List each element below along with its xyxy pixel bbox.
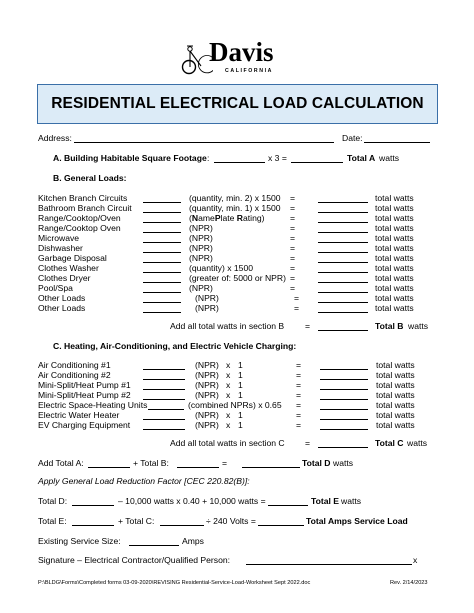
b-row-unit: total watts [375,273,414,283]
c-row-eq: = [296,390,302,400]
b-row-qty-field[interactable] [143,233,181,243]
b-row-note: (NPR) [189,253,213,263]
section-b-sum-label: Add all total watts in section B [170,321,285,331]
date-field[interactable] [364,133,430,143]
b-row-unit: total watts [375,203,414,213]
b-row-unit: total watts [375,223,414,233]
c-row-unit: total watts [376,400,415,410]
c-row-note: (NPR) [195,370,219,380]
c-row-x: x [226,360,231,370]
b-row-name: Other Loads [38,293,86,303]
c-row-q: 1 [238,370,243,380]
c-row-x: x [226,410,231,420]
c-row-note: (combined NPRs) x 0.65 [188,400,282,410]
b-row-qty-field[interactable] [143,193,181,203]
date-label: Date: [342,133,363,143]
logo-sub: CALIFORNIA [225,68,273,74]
c-row-x: x [226,420,231,430]
b-row-watts-field[interactable] [318,263,368,273]
b-row-eq: = [290,283,296,293]
c-row-eq: = [296,410,302,420]
c-row-name: EV Charging Equipment [38,420,131,430]
section-a-mult: x 3 = [268,153,287,163]
total-e-d-label: Total D: [38,496,68,506]
page-title: RESIDENTIAL ELECTRICAL LOAD CALCULATION [51,95,424,112]
b-row-name: Range/Cooktop/Oven [38,213,121,223]
total-b-field[interactable] [318,321,368,331]
b-row-watts-field[interactable] [318,253,368,263]
b-row-name: Other Loads [38,303,86,313]
address-label: Address: [38,133,72,143]
section-c-header: C. Heating, Air-Conditioning, and Electric Vehicle Charging: [53,341,297,351]
total-c-label: Total C [375,438,404,448]
total-d-label: Total D [302,458,331,468]
c-row-watts-field[interactable] [320,400,368,410]
city-logo [181,38,291,78]
b-row-eq: = [290,253,296,263]
b-row-eq: = [290,263,296,273]
b-row-qty-field[interactable] [143,273,181,283]
b-row-unit: total watts [375,263,414,273]
reduction-factor-note: Apply General Load Reduction Factor [CEC 220.82(B)]: [38,476,250,486]
c-row-watts-field[interactable] [320,380,368,390]
c-row-watts-field[interactable] [320,410,368,420]
c-row-unit: total watts [376,420,415,430]
b-row-watts-field[interactable] [318,243,368,253]
c-row-x: x [226,380,231,390]
c-row-eq: = [296,420,302,430]
c-row-name: Mini-Split/Heat Pump #1 [38,380,131,390]
c-row-q: 1 [238,390,243,400]
c-row-watts-field[interactable] [320,420,368,430]
signature-field[interactable] [246,555,412,565]
amps-e-label: Total E: [38,516,67,526]
c-row-watts-field[interactable] [320,390,368,400]
b-row-unit: total watts [375,193,414,203]
amps-plus: + Total C: [118,516,155,526]
b-row-unit: total watts [375,243,414,253]
b-row-watts-field[interactable] [318,293,368,303]
b-row-watts-field[interactable] [318,193,368,203]
b-row-unit: total watts [375,283,414,293]
total-b-label: Total B [375,321,404,331]
b-row-name: Dishwasher [38,243,83,253]
b-row-unit: total watts [375,233,414,243]
c-row-qty-field[interactable] [143,370,185,380]
section-b-header: B. General Loads: [53,173,127,183]
c-row-q: 1 [238,410,243,420]
total-e-label: Total E [311,496,340,506]
section-c-sum-eq: = [305,438,311,448]
c-row-eq: = [296,370,302,380]
c-row-watts-field[interactable] [320,370,368,380]
c-row-eq: = [296,360,302,370]
signature-label: Signature – Electrical Contractor/Qualified Person: [38,555,231,565]
total-c-unit: watts [407,438,428,448]
b-row-note: (NPR) [189,233,213,243]
b-row-eq: = [290,213,296,223]
b-row-unit: total watts [375,253,414,263]
b-row-name: Clothes Dryer [38,273,91,283]
c-row-name: Air Conditioning #2 [38,370,111,380]
c-row-q: 1 [238,420,243,430]
total-d-a-label: Add Total A: [38,458,84,468]
c-row-qty-field[interactable] [148,400,184,410]
b-row-eq: = [290,223,296,233]
b-row-name: Garbage Disposal [38,253,107,263]
c-row-x: x [226,370,231,380]
b-row-note: (NPR) [195,293,219,303]
c-row-note: (NPR) [195,360,219,370]
b-row-qty-field[interactable] [143,223,181,233]
b-row-note: (NamePlate Rating) [189,213,265,223]
total-a-label: Total A [347,153,376,163]
b-row-watts-field[interactable] [318,283,368,293]
b-row-qty-field[interactable] [143,243,181,253]
b-row-note: (NPR) [195,303,219,313]
c-row-qty-field[interactable] [143,420,185,430]
b-row-eq: = [290,203,296,213]
section-b-sum-eq: = [305,321,311,331]
address-field[interactable] [74,133,334,143]
b-row-eq: = [290,243,296,253]
c-row-name: Mini-Split/Heat Pump #2 [38,390,131,400]
total-d-b-field[interactable] [177,458,219,468]
b-row-watts-field[interactable] [318,223,368,233]
section-a-label: A. Building Habitable Square Footage [53,153,207,163]
c-row-eq: = [296,400,302,410]
footer-rev: Rev. 2/14/2023 [390,580,428,586]
b-row-qty-field[interactable] [143,213,181,223]
b-row-qty-field[interactable] [143,293,181,303]
c-row-eq: = [296,380,302,390]
c-row-qty-field[interactable] [143,360,185,370]
c-row-unit: total watts [376,370,415,380]
b-row-watts-field[interactable] [318,233,368,243]
c-row-qty-field[interactable] [143,410,185,420]
c-row-qty-field[interactable] [143,390,185,400]
total-a-unit: watts [379,153,400,163]
amps-result-field[interactable] [258,516,304,526]
amps-div: ÷ 240 Volts = [206,516,256,526]
c-row-unit: total watts [376,380,415,390]
existing-unit: Amps [182,536,204,546]
b-row-name: Kitchen Branch Circuits [38,193,128,203]
b-row-eq: = [290,273,296,283]
b-row-qty-field[interactable] [143,253,181,263]
b-row-note: (quantity) x 1500 [189,263,254,273]
total-e-d-field[interactable] [72,496,114,506]
total-a-field[interactable] [291,153,343,163]
logo-name: Davis [209,37,274,67]
b-row-unit: total watts [375,303,414,313]
total-d-a-field[interactable] [88,458,130,468]
b-row-note: (NPR) [189,243,213,253]
total-b-unit: watts [408,321,429,331]
total-c-field[interactable] [318,438,368,448]
c-row-unit: total watts [376,360,415,370]
amps-e-field[interactable] [72,516,114,526]
existing-field[interactable] [129,536,179,546]
b-row-unit: total watts [375,293,414,303]
b-row-eq: = [294,303,300,313]
c-row-name: Air Conditioning #1 [38,360,111,370]
amps-c-field[interactable] [160,516,204,526]
c-row-note: (NPR) [195,380,219,390]
existing-label: Existing Service Size: [38,536,121,546]
c-row-unit: total watts [376,390,415,400]
b-row-watts-field[interactable] [318,273,368,283]
b-row-eq: = [290,193,296,203]
b-row-name: Microwave [38,233,80,243]
c-row-note: (NPR) [195,390,219,400]
amps-result-label: Total Amps Service Load [306,516,408,526]
c-row-note: (NPR) [195,420,219,430]
b-row-name: Range/Cooktop Oven [38,223,121,233]
b-row-name: Bathroom Branch Circuit [38,203,132,213]
c-row-name: Electric Space-Heating Units [38,400,148,410]
b-row-qty-field[interactable] [143,203,181,213]
b-row-watts-field[interactable] [318,203,368,213]
section-a-colon: : [207,153,210,163]
square-footage-field[interactable] [214,153,265,163]
b-row-note: (quantity, min. 1) x 1500 [189,203,281,213]
title-box [37,84,438,124]
c-row-q: 1 [238,380,243,390]
c-row-q: 1 [238,360,243,370]
b-row-note: (NPR) [189,283,213,293]
total-e-formula: – 10,000 watts x 0.40 + 10,000 watts = [118,496,266,506]
c-row-name: Electric Water Heater [38,410,120,420]
c-row-watts-field[interactable] [320,360,368,370]
b-row-note: (greater of: 5000 or NPR) [189,273,286,283]
b-row-name: Pool/Spa [38,283,73,293]
b-row-qty-field[interactable] [143,263,181,273]
total-e-unit: watts [341,496,362,506]
total-d-plus: + Total B: [133,458,169,468]
b-row-note: (NPR) [189,223,213,233]
c-row-unit: total watts [376,410,415,420]
signature-x: x [413,555,418,565]
b-row-qty-field[interactable] [143,283,181,293]
c-row-note: (NPR) [195,410,219,420]
b-row-watts-field[interactable] [318,213,368,223]
c-row-qty-field[interactable] [143,380,185,390]
c-row-x: x [226,390,231,400]
total-e-field[interactable] [268,496,308,506]
section-c-sum-label: Add all total watts in section C [170,438,285,448]
total-d-unit: watts [333,458,354,468]
footer-path: P:\BLDG\Forms\Completed forms 03-09-2020\REVISING Residential-Service-Load-Worksheet Sept 2022.doc [38,580,311,586]
total-d-eq: = [222,458,228,468]
b-row-eq: = [294,293,300,303]
b-row-unit: total watts [375,213,414,223]
b-row-eq: = [290,233,296,243]
b-row-name: Clothes Washer [38,263,99,273]
b-row-qty-field[interactable] [143,303,181,313]
b-row-watts-field[interactable] [318,303,368,313]
b-row-note: (quantity, min. 2) x 1500 [189,193,281,203]
total-d-field[interactable] [242,458,300,468]
